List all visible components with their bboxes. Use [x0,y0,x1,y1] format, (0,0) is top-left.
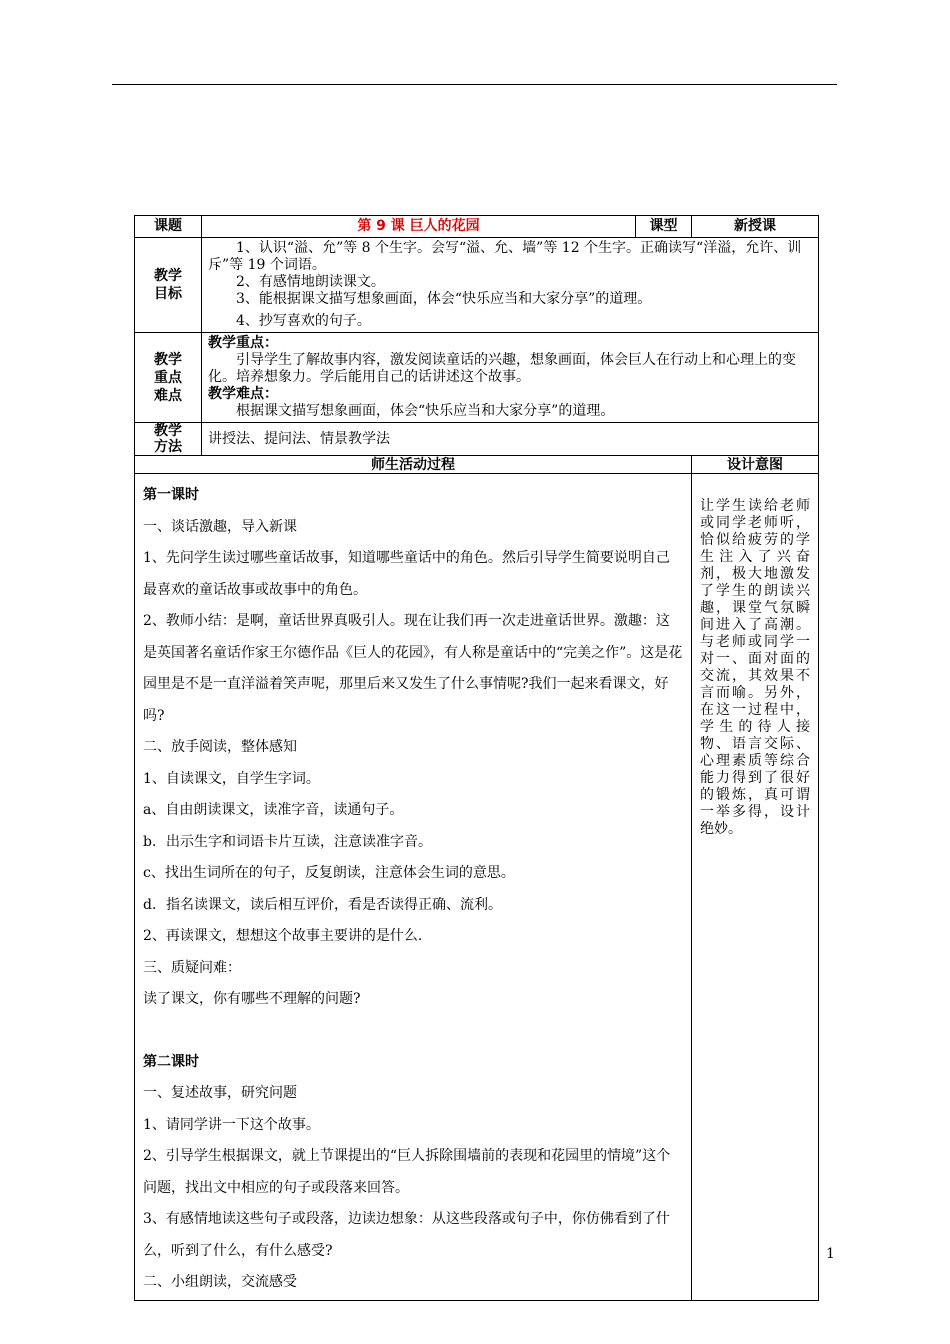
methods-label: 教学方法 [135,423,202,456]
goals-content [202,238,819,333]
header-rule [112,84,837,85]
process-line: 一、复述故事，研究问题 [143,1085,297,1101]
process-line: 3、有感情地读这些句子或段落，边读边想象：从这些段落或句子中，你仿佛看到了什么，听到了什么，有什么感受? [143,1211,670,1259]
key-points-content [202,333,819,423]
process-line: 1、请同学讲一下这个故事。 [143,1116,320,1133]
focus-text: 引导学生了解故事内容，激发阅读童话的兴趣，想象画面，体会巨人在行动上和心理上的变化。培养想象力。学后能用自己的话讲述这个故事。 [208,352,796,385]
design-column-header: 设计意图 [692,456,819,474]
design-note: 让学生读给老师或同学老师听，恰似给疲劳的学生注入了兴奋剂，极大地激发了学生的朗读兴趣，课堂气氛瞬间进入了高潮。与老师或同学一对一、面对面的交流，其效果不言而喻。另外，在这一过程中，学生的待人接物、语言交际、心理素质等综合能力得到了很好的锻炼，真可谓一举多得，设计绝妙。 [692,474,819,1301]
lesson2-title: 第二课时 [143,1053,199,1070]
spacer [143,1016,683,1047]
lesson-type: 新授课 [692,216,819,238]
topic-label: 课题 [135,216,202,238]
methods-row [135,423,819,456]
process-line: 2、再读课文，想想这个故事主要讲的是什么. [143,928,423,944]
process-content [135,474,692,1301]
key-points-row [135,333,819,423]
process-line: 读了课文，你有哪些不理解的问题? [143,991,361,1007]
key-points-label: 教学重点难点 [135,333,202,423]
process-line: a、自由朗读课文，读准字音，读通句子。 [143,802,404,818]
lesson-title: 第 9 课 巨人的花园 [202,216,636,238]
methods-text: 讲授法、提问法、情景教学法 [202,423,819,456]
content-row [135,474,819,1301]
type-label: 课型 [636,216,692,238]
process-line: c、找出生词所在的句子，反复朗读，注意体会生词的意思。 [143,865,515,881]
goals-row [135,238,819,333]
process-line: 2、教师小结：是啊，童话世界真吸引人。现在让我们再一次走进童话世界。激趣：这是英国著名童话作家王尔德作品《巨人的花园》，有人称是童话中的“完美之作”。这是花园里是不是一直洋溢着笑声呢，那里后来又发生了什么事情呢?我们一起来看课文，好吗? [143,613,683,724]
goal-item: 3、能根据课文描写想象画面，体会“快乐应当和大家分享”的道理。 [236,291,652,307]
lesson1-title: 第一课时 [143,487,199,503]
goals-label: 教学目标 [135,238,202,333]
difficulty-title: 教学难点： [208,386,278,402]
header-row [135,216,819,238]
process-line: 二、放手阅读，整体感知 [143,739,297,755]
process-line: 三、质疑问难： [143,959,241,976]
difficulty-text: 根据课文描写想象画面，体会“快乐应当和大家分享”的道理。 [236,403,615,419]
process-line: 2、引导学生根据课文，就上节课提出的“巨人拆除围墙前的表现和花园里的情境”这个问题，找出文中相应的句子或段落来回答。 [143,1148,671,1196]
process-line: 一、谈话激趣，导入新课 [143,518,297,535]
process-line: 二、小组朗读，交流感受 [143,1274,297,1290]
focus-title: 教学重点： [208,335,278,351]
process-line: 1、自读课文，自学生字词。 [143,770,320,787]
process-line: b．出示生字和词语卡片互读，注意读准字音。 [143,833,432,850]
goal-item: 2、有感情地朗读课文。 [236,274,385,290]
lesson-plan-table [134,215,819,1301]
page-number: 1 [826,1246,835,1262]
goal-item: 4、抄写喜欢的句子。 [236,313,371,329]
column-header-row [135,456,819,474]
goal-item: 1、认识“溢、允”等 8 个生字。会写“溢、允、墙”等 12 个生字。正确读写“洋溢，允许、训斥”等 19 个词语。 [208,240,802,273]
process-line: 1、先问学生读过哪些童话故事，知道哪些童话中的角色。然后引导学生简要说明自己最喜欢的童话故事或故事中的角色。 [143,550,670,598]
process-line: d．指名读课文，读后相互评价，看是否读得正确、流利。 [143,896,502,913]
process-column-header: 师生活动过程 [135,456,692,474]
